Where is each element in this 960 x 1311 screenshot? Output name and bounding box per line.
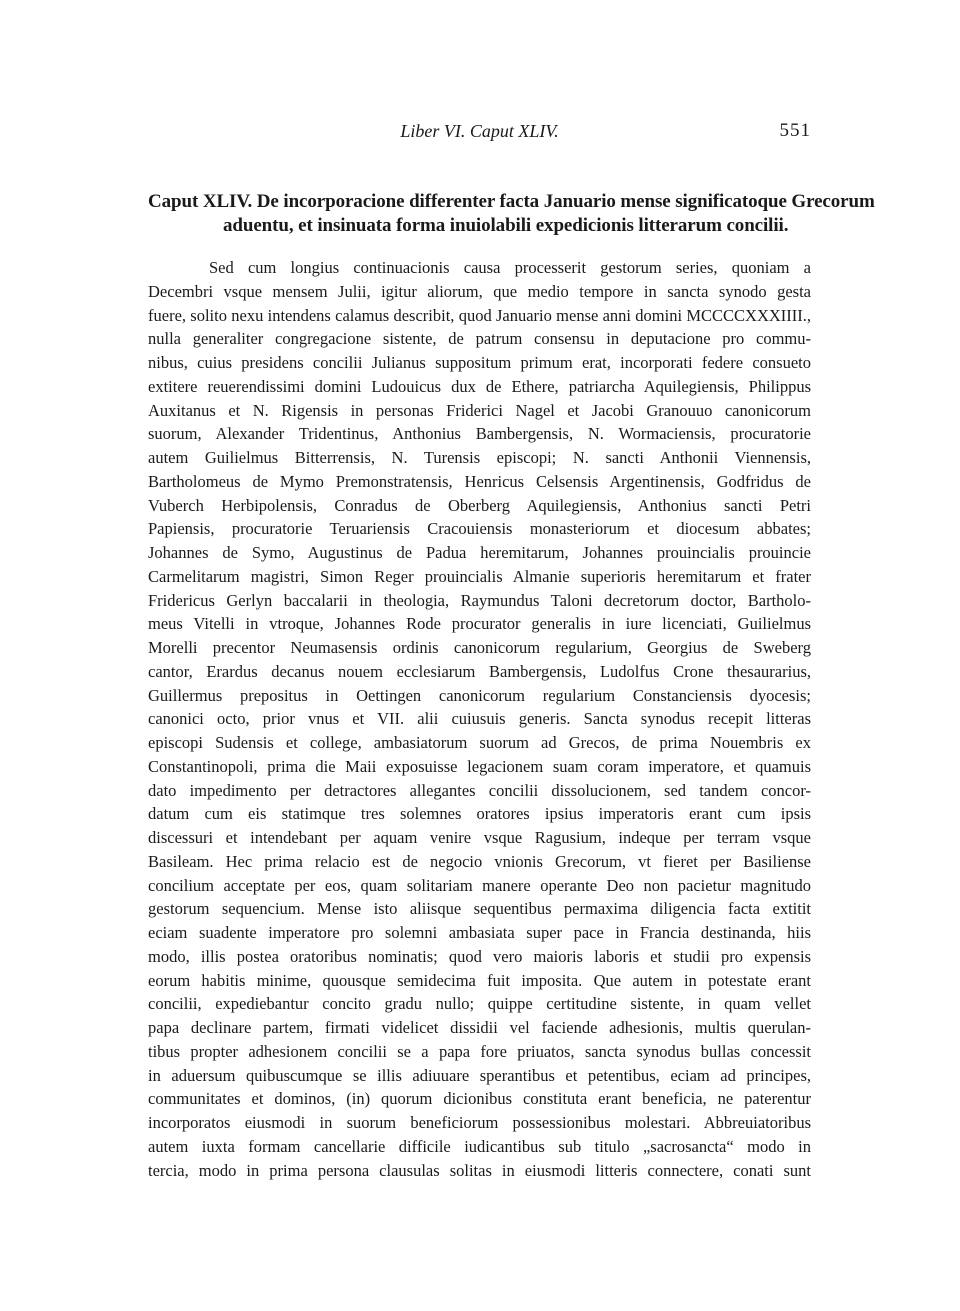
body-text-line: gestorum sequencium. Mense isto aliisque sequentibus permaxima diligencia facta extitit — [148, 899, 811, 919]
body-text-line: autem Guilielmus Bitterrensis, N. Turensis episcopi; N. sancti Anthonii Viennensis, — [148, 448, 811, 467]
body-text-line: nulla generaliter congregacione sistente, de patrum consensu in deputacione pro commu- — [148, 329, 811, 349]
body-text-line: eciam suadente imperatore pro solemni ambasiata super pace in Francia destinanda, hiis — [148, 923, 811, 942]
body-text-line: autem iuxta formam cancellarie difficile iudicantibus sub titulo „sacrosancta“ modo in — [148, 1136, 811, 1156]
body-text-line: Guillermus prepositus in Oettingen canonicorum regularium Constanciensis dyocesis; — [148, 685, 811, 705]
body-text-line: Johannes de Symo, Augustinus de Padua heremitarum, Johannes prouincialis prouincie — [148, 543, 811, 562]
body-text-line: episcopi Sudensis et college, ambasiatorum suorum ad Grecos, de prima Nouembris ex — [148, 733, 811, 752]
body-text-line: dato impedimento per detractores allegantes concilii dissolucionem, sed tandem concor- — [148, 780, 811, 800]
body-text-line: Papiensis, procuratorie Teruariensis Cracouiensis monasteriorum et diocesum abbates; — [148, 519, 811, 539]
body-text — [148, 256, 811, 1182]
running-title: Liber VI. Caput XLIV. — [400, 121, 559, 141]
chapter-heading-line: Caput XLIV. De incorporacione differenter facta Januario mense significatoque Grecorum — [148, 191, 875, 212]
body-text-line: suorum, Alexander Tridentinus, Anthonius Bambergensis, N. Wormaciensis, procuratorie — [148, 424, 811, 444]
body-text-line: modo, illis postea oratoribus nominatis; quod vero maioris laboris et studii pro expensis — [148, 946, 811, 966]
body-text-line: Vuberch Herbipolensis, Conradus de Oberberg Aquilegiensis, Anthonius sancti Petri — [148, 495, 811, 515]
body-text-line: extitere reuerendissimi domini Ludouicus dux de Ethere, patriarcha Aquilegiensis, Philippus — [148, 376, 811, 396]
body-text-line: Sed cum longius continuacionis causa processerit gestorum series, quoniam a — [209, 258, 811, 277]
body-text-line: concilii, expediebantur concito gradu nullo; quippe certitudine sistente, in quam vellet — [148, 994, 811, 1014]
body-text-line: Morelli precentor Neumasensis ordinis canonicorum regularium, Georgius de Sweberg — [148, 638, 811, 657]
body-text-line: Decembri vsque mensem Julii, igitur aliorum, que medio tempore in sancta synodo gesta — [148, 281, 811, 301]
body-text-line: fuere, solito nexu intendens calamus describit, quod Januario mense anni domini MCCCCXXXIIII., — [148, 305, 811, 325]
body-text-line: concilium acceptate per eos, quam solitariam manere operante Deo non pacietur magnitudo — [148, 875, 811, 895]
chapter-heading — [148, 190, 875, 238]
body-text-line: meus Vitelli in vtroque, Johannes Rode procurator generalis in iure licenciati, Guilielmus — [148, 614, 811, 634]
body-text-line: eorum habitis minime, quousque semidecima fuit imposita. Que autem in potestate erant — [148, 970, 811, 990]
body-text-line: communitates et dominos, (in) quorum dicionibus constituta erant beneficia, ne paterentur — [148, 1089, 811, 1109]
body-text-line: incorporatos eiusmodi in suorum beneficiorum possessionibus molestari. Abbreuiatoribus — [148, 1113, 811, 1132]
body-text-line: cantor, Erardus decanus nouem ecclesiarum Bambergensis, Ludolfus Crone thesaurarius, — [148, 661, 811, 681]
body-text-line: in aduersum quibuscumque se illis adiuuare sperantibus et petentibus, eciam ad principes, — [148, 1065, 811, 1085]
body-text-line: datum cum eis statimque tres solemnes oratores ipsius imperatoris erant cum ipsis — [148, 804, 811, 824]
chapter-heading-line: aduentu, et insinuata forma inuiolabili expedicionis litterarum concilii. — [223, 215, 789, 236]
body-text-line: tercia, modo in prima persona clausulas solitas in eiusmodi litteris connectere, conati sunt — [148, 1160, 811, 1180]
body-text-line: nibus, cuius presidens concilii Julianus suppositum primum erat, incorporati federe consueto — [148, 353, 811, 372]
body-text-line: tibus propter adhesionem concilii se a papa fore priuatos, sancta synodus bullas concessit — [148, 1041, 811, 1061]
body-text-line: Bartholomeus de Mymo Premonstratensis, Henricus Celsensis Argentinensis, Godfridus de — [148, 471, 811, 491]
body-text-line: Basileam. Hec prima relacio est de negocio vnionis Grecorum, vt fieret per Basiliense — [148, 851, 811, 871]
body-text-line: Fridericus Gerlyn baccalarii in theologia, Raymundus Taloni decretorum doctor, Bartholo- — [148, 590, 811, 610]
body-text-line: discessuri et intendebant per aquam venire vsque Ragusium, indeque per terram vsque — [148, 828, 811, 847]
running-head — [148, 120, 811, 144]
body-text-line: Carmelitarum magistri, Simon Reger prouincialis Almanie superioris heremitarum et frater — [148, 566, 811, 586]
body-text-line: canonici octo, prior vnus et VII. alii cuiusuis generis. Sancta synodus recepit litteras — [148, 709, 811, 729]
body-text-line: Auxitanus et N. Rigensis in personas Friderici Nagel et Jacobi Granouuo canonicorum — [148, 400, 811, 420]
body-text-line: Constantinopoli, prima die Maii exposuisse legacionem suam coram imperatore, et quamuis — [148, 756, 811, 776]
body-text-line: papa declinare partem, firmati videlicet dissidii vel faciende adhesionis, multis querulan- — [148, 1018, 811, 1037]
page-number: 551 — [779, 120, 811, 141]
